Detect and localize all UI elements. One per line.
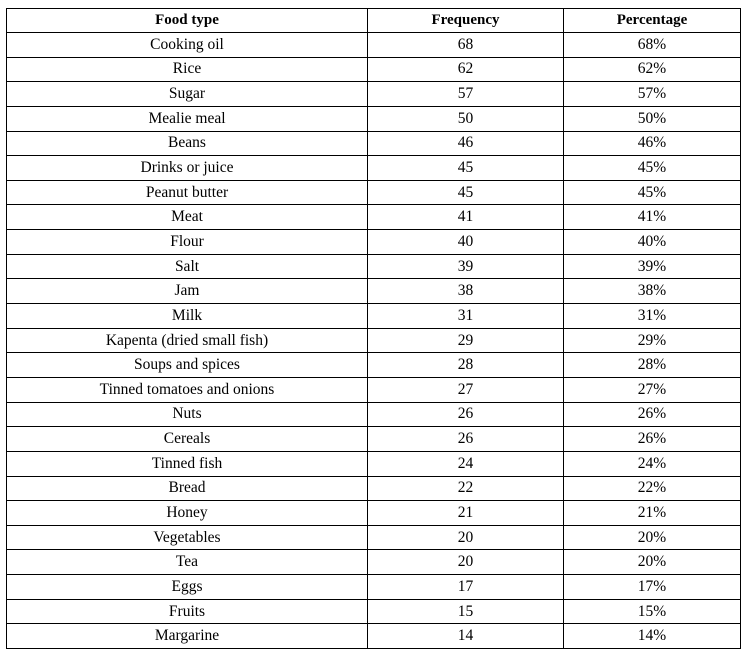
- food-type-cell: Kapenta (dried small fish): [7, 328, 368, 353]
- percentage-cell: 14%: [564, 624, 741, 649]
- food-type-cell: Peanut butter: [7, 180, 368, 205]
- food-type-cell: Tea: [7, 550, 368, 575]
- table-row: [7, 328, 741, 353]
- percentage-cell: 57%: [564, 82, 741, 107]
- food-type-cell: Rice: [7, 57, 368, 82]
- frequency-cell: 45: [368, 156, 564, 181]
- percentage-cell: 46%: [564, 131, 741, 156]
- frequency-cell: 39: [368, 254, 564, 279]
- food-type-cell: Cereals: [7, 427, 368, 452]
- frequency-cell: 29: [368, 328, 564, 353]
- frequency-cell: 46: [368, 131, 564, 156]
- table-row: [7, 427, 741, 452]
- table-body: [7, 33, 741, 649]
- table-row: [7, 205, 741, 230]
- percentage-cell: 27%: [564, 377, 741, 402]
- food-type-cell: Jam: [7, 279, 368, 304]
- frequency-cell: 24: [368, 451, 564, 476]
- frequency-cell: 38: [368, 279, 564, 304]
- frequency-cell: 57: [368, 82, 564, 107]
- percentage-cell: 45%: [564, 180, 741, 205]
- frequency-cell: 62: [368, 57, 564, 82]
- percentage-cell: 62%: [564, 57, 741, 82]
- frequency-cell: 22: [368, 476, 564, 501]
- table-row: [7, 476, 741, 501]
- table-row: [7, 451, 741, 476]
- percentage-cell: 26%: [564, 402, 741, 427]
- food-type-cell: Meat: [7, 205, 368, 230]
- food-type-cell: Sugar: [7, 82, 368, 107]
- table-row: [7, 525, 741, 550]
- percentage-cell: 22%: [564, 476, 741, 501]
- percentage-cell: 24%: [564, 451, 741, 476]
- table-row: [7, 33, 741, 58]
- frequency-cell: 26: [368, 402, 564, 427]
- food-type-cell: Milk: [7, 304, 368, 329]
- percentage-cell: 68%: [564, 33, 741, 58]
- frequency-cell: 15: [368, 599, 564, 624]
- percentage-cell: 40%: [564, 230, 741, 255]
- percentage-cell: 41%: [564, 205, 741, 230]
- table-row: [7, 624, 741, 649]
- table-row: [7, 599, 741, 624]
- table-row: [7, 230, 741, 255]
- table-row: [7, 575, 741, 600]
- food-type-cell: Eggs: [7, 575, 368, 600]
- frequency-cell: 40: [368, 230, 564, 255]
- table-row: [7, 156, 741, 181]
- food-type-cell: Mealie meal: [7, 106, 368, 131]
- percentage-cell: 29%: [564, 328, 741, 353]
- table-header-row: [7, 9, 741, 33]
- frequency-cell: 50: [368, 106, 564, 131]
- table-row: [7, 550, 741, 575]
- food-type-cell: Margarine: [7, 624, 368, 649]
- food-type-cell: Tinned tomatoes and onions: [7, 377, 368, 402]
- percentage-cell: 20%: [564, 550, 741, 575]
- percentage-cell: 50%: [564, 106, 741, 131]
- percentage-cell: 31%: [564, 304, 741, 329]
- food-type-cell: Cooking oil: [7, 33, 368, 58]
- frequency-cell: 20: [368, 550, 564, 575]
- food-type-cell: Fruits: [7, 599, 368, 624]
- percentage-cell: 38%: [564, 279, 741, 304]
- frequency-cell: 41: [368, 205, 564, 230]
- table-row: [7, 279, 741, 304]
- food-type-cell: Flour: [7, 230, 368, 255]
- food-type-cell: Nuts: [7, 402, 368, 427]
- table-row: [7, 377, 741, 402]
- percentage-cell: 45%: [564, 156, 741, 181]
- frequency-cell: 26: [368, 427, 564, 452]
- frequency-cell: 68: [368, 33, 564, 58]
- table-row: [7, 501, 741, 526]
- frequency-cell: 28: [368, 353, 564, 378]
- table-row: [7, 57, 741, 82]
- food-frequency-table: [6, 8, 741, 649]
- percentage-cell: 21%: [564, 501, 741, 526]
- food-type-cell: Beans: [7, 131, 368, 156]
- table-row: [7, 353, 741, 378]
- food-type-cell: Honey: [7, 501, 368, 526]
- food-type-cell: Bread: [7, 476, 368, 501]
- food-type-cell: Drinks or juice: [7, 156, 368, 181]
- percentage-cell: 20%: [564, 525, 741, 550]
- food-type-cell: Tinned fish: [7, 451, 368, 476]
- percentage-cell: 17%: [564, 575, 741, 600]
- table-row: [7, 131, 741, 156]
- header-food-type: Food type: [7, 9, 368, 33]
- food-type-cell: Soups and spices: [7, 353, 368, 378]
- percentage-cell: 39%: [564, 254, 741, 279]
- food-type-cell: Salt: [7, 254, 368, 279]
- table-row: [7, 402, 741, 427]
- percentage-cell: 15%: [564, 599, 741, 624]
- food-type-cell: Vegetables: [7, 525, 368, 550]
- table-row: [7, 82, 741, 107]
- frequency-cell: 20: [368, 525, 564, 550]
- frequency-cell: 31: [368, 304, 564, 329]
- frequency-cell: 14: [368, 624, 564, 649]
- percentage-cell: 26%: [564, 427, 741, 452]
- table-row: [7, 106, 741, 131]
- frequency-cell: 21: [368, 501, 564, 526]
- table-row: [7, 254, 741, 279]
- frequency-cell: 27: [368, 377, 564, 402]
- frequency-cell: 17: [368, 575, 564, 600]
- table-row: [7, 304, 741, 329]
- header-frequency: Frequency: [368, 9, 564, 33]
- percentage-cell: 28%: [564, 353, 741, 378]
- table-row: [7, 180, 741, 205]
- frequency-cell: 45: [368, 180, 564, 205]
- header-percentage: Percentage: [564, 9, 741, 33]
